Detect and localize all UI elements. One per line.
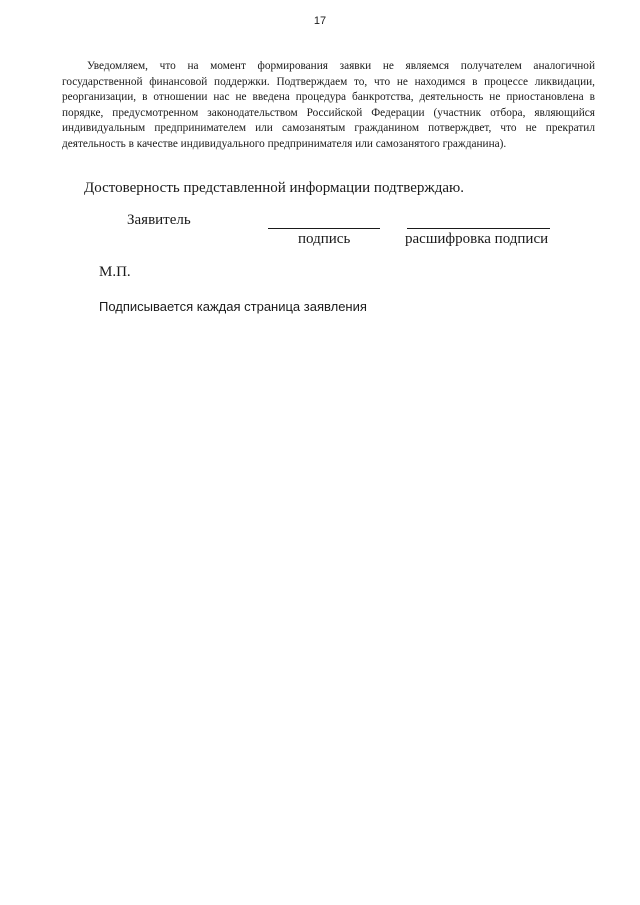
page-number: 17 [313,15,327,27]
applicant-label: Заявитель [127,212,191,228]
signature-decoding-line [407,228,550,229]
notice-paragraph: Уведомляем, что на момент формирования заявки не являемся получателем аналогичной государственной финансовой поддержки. Подтверждаем то, что не находимся в процессе ликвидации, реорганизации, в отношении нас не введена процедура банкротства, деятельность не приостановлена в порядке, предусмотренном законодательством Российской Федерации (участник отбора, являющийся индивидуальным предпринимателем или самозанятым гражданином потверждвет, что не прекратил деятельность в качестве индивидуального предпринимателя или самозанятого гражданина). [62,60,595,150]
signature-decoding-caption: расшифровка подписи [405,231,549,247]
signature-line [268,228,380,229]
footer-note: Подписывается каждая страница заявления [99,299,367,314]
confirmation-statement: Достоверность представленной информации подтверждаю. [84,180,464,196]
signature-caption: подпись [298,231,351,247]
stamp-label: М.П. [99,264,131,280]
